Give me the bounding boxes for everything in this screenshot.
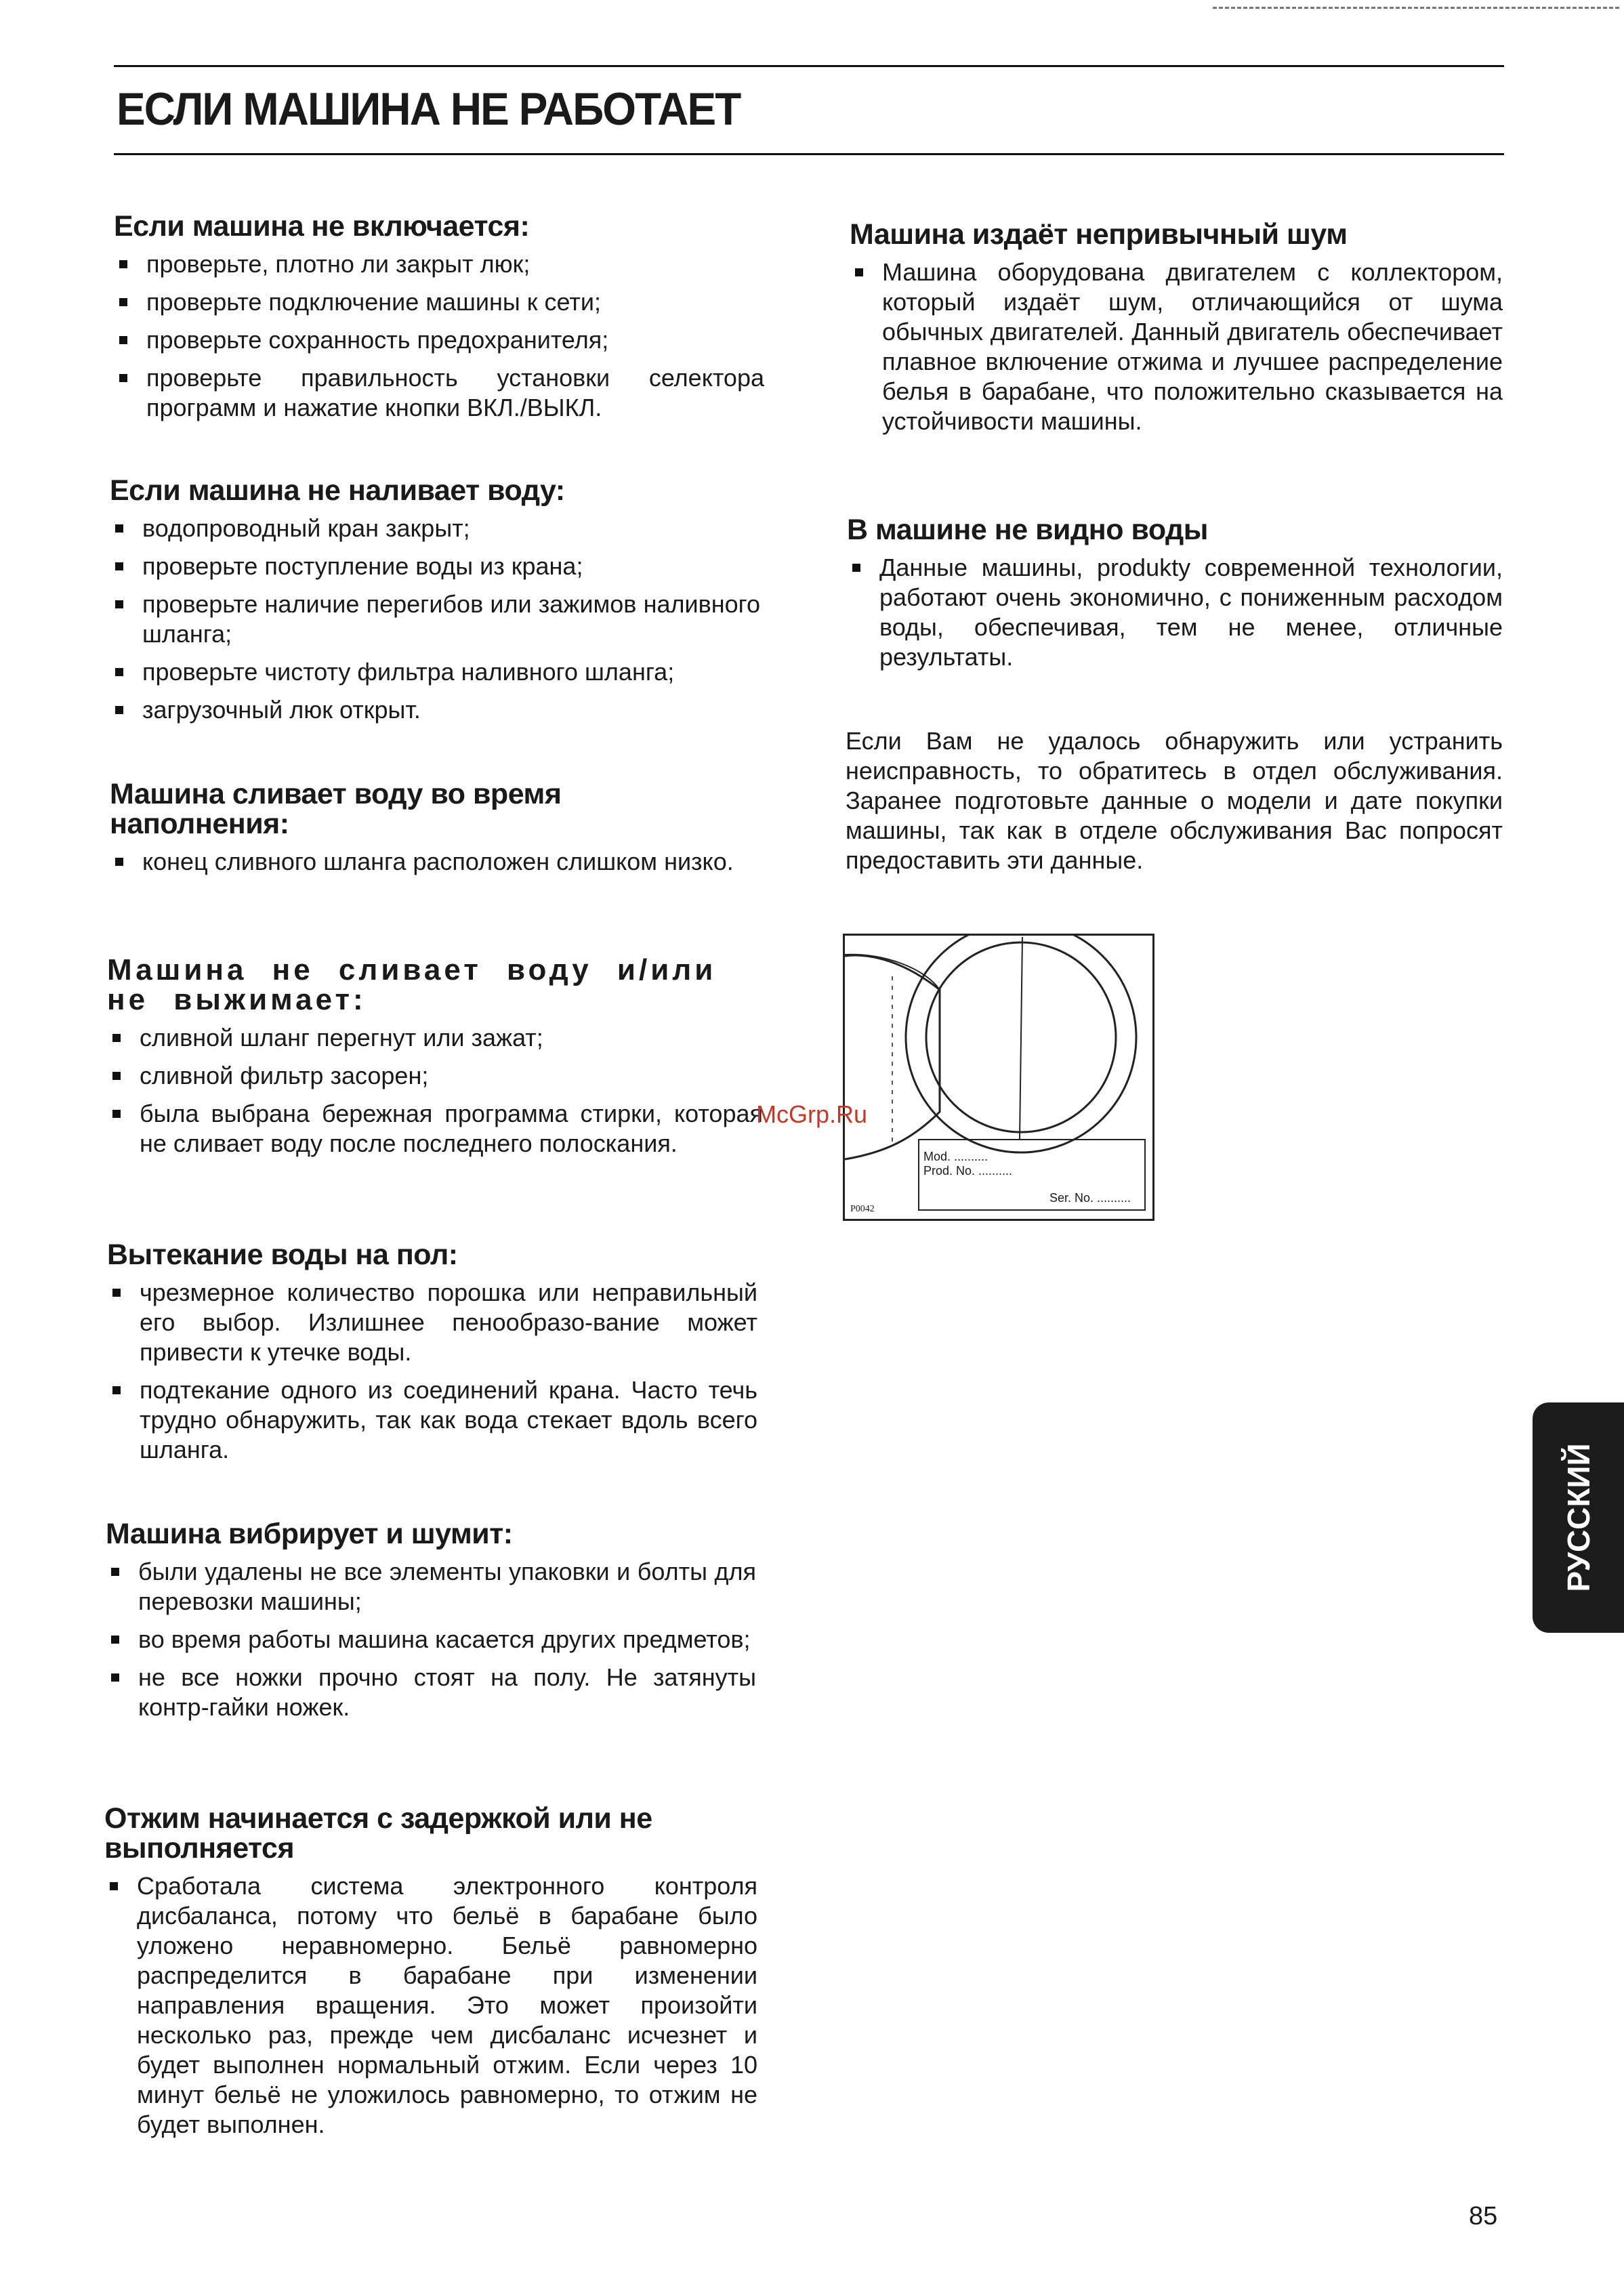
list-item: Машина оборудована двигателем с коллектором, который издаёт шум, отличающийся от шума обычных двигателей. Данный двигатель обеспечивает плавное включение отжима и лучшее распределение белья в барабане, что положительно сказывается на устойчивости машины.	[850, 257, 1503, 436]
section-unusual-noise	[850, 220, 1503, 444]
title-bottom-rule	[114, 153, 1504, 155]
list-item: проверьте правильность установки селектора программ и нажатие кнопки ВКЛ./ВЫКЛ.	[114, 363, 764, 423]
bullet-icon	[112, 1289, 121, 1297]
section-no-visible-water	[847, 515, 1503, 680]
list-item: проверьте сохранность предохранителя;	[114, 325, 764, 355]
bullet-icon	[115, 706, 123, 714]
bullet-icon	[115, 524, 123, 533]
section-water-leak	[107, 1240, 757, 1473]
list-item: была выбрана бережная программа стирки, которая не сливает воду после последнего полоскания.	[107, 1099, 763, 1159]
bullet-icon	[111, 1568, 119, 1576]
bullet-icon	[112, 1386, 121, 1394]
section-heading: Машина издаёт непривычный шум	[850, 218, 1348, 251]
list-item: во время работы машина касается других предметов;	[106, 1625, 756, 1654]
language-tab	[1533, 1402, 1624, 1633]
section-heading: В машине не видно воды	[847, 514, 1209, 546]
bullet-icon	[112, 1110, 121, 1118]
figure-code: P0042	[850, 1204, 875, 1214]
list-item: проверьте наличие перегибов или зажимов наливного шланга;	[110, 589, 760, 649]
bullet-icon	[852, 564, 860, 572]
list-item: сливной фильтр засорен;	[107, 1061, 763, 1091]
rating-plate	[918, 1139, 1146, 1211]
section-no-power	[114, 211, 764, 431]
bullet-icon	[112, 1072, 121, 1080]
list-item: проверьте, плотно ли закрыт люк;	[114, 249, 764, 279]
section-heading: Машина вибрирует и шумит:	[106, 1518, 513, 1550]
watermark: McGrp.Ru	[756, 1100, 868, 1128]
section-no-water-intake	[110, 476, 760, 733]
section-heading: Вытекание воды на пол:	[107, 1238, 458, 1271]
page-title: ЕСЛИ МАШИНА НЕ РАБОТАЕТ	[117, 83, 741, 135]
section-spin-delay	[104, 1804, 757, 2148]
list-item: проверьте поступление воды из крана;	[110, 551, 760, 581]
section-vibration-noise	[106, 1519, 756, 1730]
bullet-icon	[115, 600, 123, 608]
bullet-icon	[119, 336, 127, 344]
list-item: сливной шланг перегнут или зажат;	[107, 1023, 763, 1053]
section-heading: Машина не сливает воду и/или не выжимает:	[107, 953, 717, 1016]
list-item: конец сливного шланга расположен слишком низко.	[110, 847, 747, 877]
bullet-icon	[855, 268, 863, 276]
bullet-icon	[119, 374, 127, 382]
bullet-icon	[115, 668, 123, 676]
machine-rating-plate-figure	[843, 934, 1154, 1221]
language-tab-label: РУССКИЙ	[1560, 1443, 1596, 1592]
list-item: загрузочный люк открыт.	[110, 695, 760, 725]
list-item: Данные машины, produkty современной технологии, работают очень экономично, с пониженным расходом воды, обеспечивая, тем не менее, отличные результаты.	[847, 553, 1503, 672]
section-heading: Отжим начинается с задержкой или не выполняется	[104, 1802, 652, 1865]
list-item: водопроводный кран закрыт;	[110, 514, 760, 543]
bullet-icon	[110, 1882, 118, 1890]
list-item: чрезмерное количество порошка или неправильный его выбор. Излишнее пенообразо-вание может привести к утечке воды.	[107, 1278, 757, 1367]
product-number-label: Prod. No. ..........	[923, 1164, 1013, 1178]
section-heading: Машина сливает воду во время наполнения:	[110, 778, 562, 840]
bullet-icon	[111, 1636, 119, 1644]
top-dash-line	[1213, 7, 1619, 9]
list-item: не все ножки прочно стоят на полу. Не затянуты контр-гайки ножек.	[106, 1663, 756, 1722]
list-item: подтекание одного из соединений крана. Часто течь трудно обнаружить, так как вода стекает вдоль всего шланга.	[107, 1375, 757, 1465]
list-item: проверьте подключение машины к сети;	[114, 287, 764, 317]
bullet-icon	[119, 298, 127, 306]
section-no-drain-spin	[107, 955, 763, 1167]
section-drains-while-filling	[110, 779, 747, 885]
list-item: Сработала система электронного контроля дисбаланса, потому что бельё в барабане было уложено неравномерно. Бельё равномерно распределится в барабане при изменении направления вращения. Это может произойти несколько раз, прежде чем дисбаланс исчезнет и будет выполнен нормальный отжим. Если через 10 минут бельё не уложилось равномерно, то отжим не будет выполнен.	[104, 1871, 757, 2140]
bullet-icon	[112, 1034, 121, 1042]
page-number: 85	[1469, 2202, 1498, 2230]
list-item: проверьте чистоту фильтра наливного шланга;	[110, 657, 760, 687]
model-label: Mod. ..........	[923, 1150, 988, 1163]
bullet-icon	[115, 562, 123, 570]
service-paragraph: Если Вам не удалось обнаружить или устранить неисправность, то обратитесь в отдел обслуживания. Заранее подготовьте данные о модели и дате покупки машины, так как в отделе обслуживания Вас попросят предоставить эти данные.	[846, 727, 1503, 874]
serial-number-label: Ser. No. ..........	[1049, 1191, 1131, 1205]
title-top-rule	[114, 65, 1504, 67]
bullet-icon	[119, 260, 127, 268]
list-item: были удалены не все элементы упаковки и болты для перевозки машины;	[106, 1557, 756, 1617]
section-heading: Если машина не включается:	[114, 210, 530, 243]
bullet-icon	[111, 1673, 119, 1682]
bullet-icon	[115, 858, 123, 866]
section-heading: Если машина не наливает воду:	[110, 474, 565, 507]
